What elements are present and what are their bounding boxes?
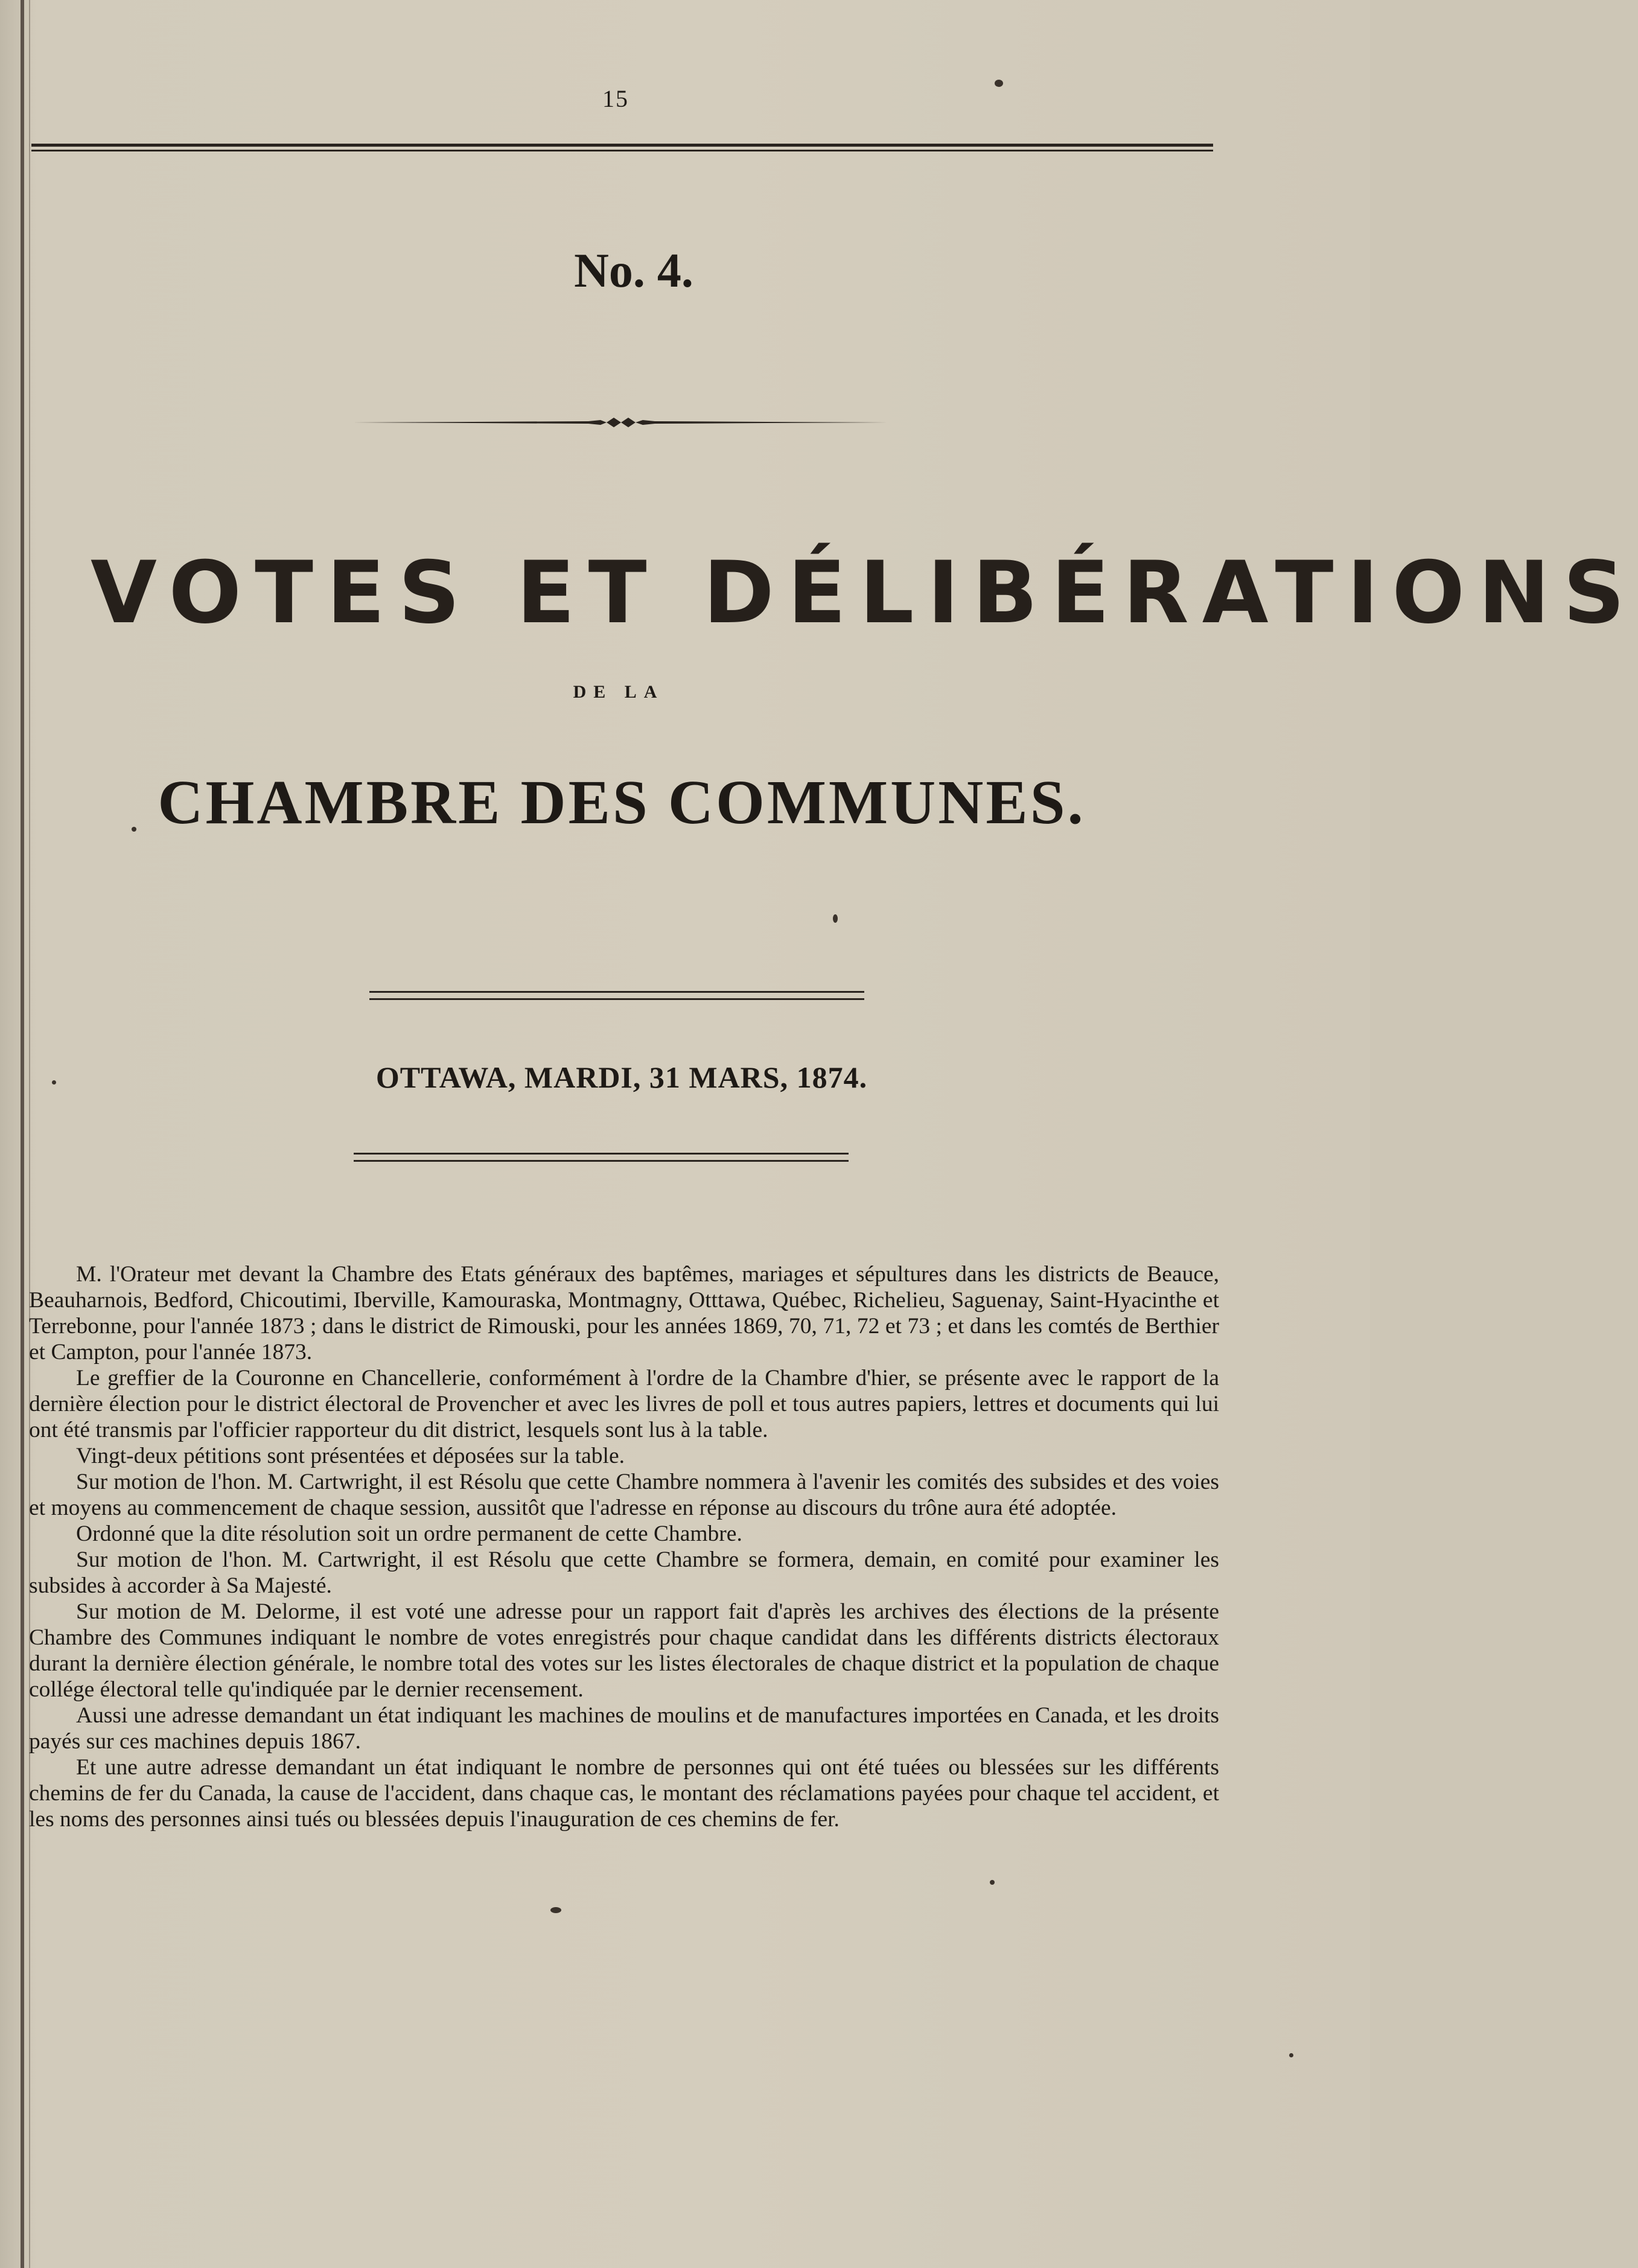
paragraph: Ordonné que la dite résolution soit un ordre permanent de cette Chambre. (76, 1521, 742, 1546)
ink-speck (550, 1907, 561, 1913)
ink-speck (52, 1080, 56, 1085)
paragraph: Et une autre adresse demandant un état indiquant le nombre de personnes qui ont été tuées ou blessées sur les différents chemins de fer du Canada, la cause de l'accident, dans chaque cas, le montant des réclamations payées pour chaque tel accident, et les noms des personnes ainsi tués ou blessées depuis l'inauguration de ces chemins de fer. (29, 1755, 1219, 1832)
rule-below-date (354, 1153, 849, 1165)
paragraph: M. l'Orateur met devant la Chambre des Etats généraux des baptêmes, mariages et sépultures dans les districts de Beauce, Beauharnois, Bedford, Chicoutimi, Iberville, Kamouraska, Montmagny, Otttawa, Québec, Richelieu, Saguenay, Saint-Hyacinthe et Terrebonne, pour l'année 1873 ; dans le district de Rimouski, pour les années 1869, 70, 71, 72 et 73 ; et dans les comtés de Berthier et Campton, pour l'année 1873. (29, 1262, 1219, 1365)
paragraph: Vingt-deux pétitions sont présentées et déposées sur la table. (76, 1444, 625, 1468)
title-connector: DE LA (573, 682, 664, 702)
chamber-title: CHAMBRE DES COMMUNES. (158, 768, 1086, 837)
paragraph: Sur motion de l'hon. M. Cartwright, il est Résolu que cette Chambre se formera, demain, en comité pour examiner les subsides à accorder à Sa Majesté. (29, 1547, 1219, 1598)
paragraph: Sur motion de M. Delorme, il est voté une adresse pour un rapport fait d'après les archives des élections de la présente Chambre des Communes indiquant le nombre de votes enregistrés pour chaque candidat dans les différents districts électoraux durant la dernière élection générale, le nombre total des votes sur les listes électorales de chaque district et la population de chaque collége électoral telle qu'indiquée par le dernier recensement. (29, 1599, 1219, 1702)
ink-speck (995, 80, 1003, 87)
header-rule (31, 141, 1213, 156)
paragraph: Aussi une adresse demandant un état indiquant les machines de moulins et de manufactures importées en Canada, et les droits payés sur ces machines depuis 1867. (29, 1703, 1219, 1754)
paragraph: Sur motion de l'hon. M. Cartwright, il est Résolu que cette Chambre nommera à l'avenir les comités des subsides et des voies et moyens au commencement de chaque session, aussitôt que l'adresse en réponse au discours du trône aura été adoptée. (29, 1470, 1219, 1520)
rule-above-date (369, 991, 864, 1003)
main-title: VOTES ET DÉLIBÉRATIONS (91, 543, 1638, 643)
binding-edge-inner (29, 0, 30, 2268)
page-number: 15 (602, 85, 629, 112)
proceedings-text (29, 1261, 1219, 1832)
ornament-divider (353, 410, 887, 435)
issue-number: No. 4. (574, 244, 693, 298)
ink-speck (132, 827, 136, 832)
binding-edge (21, 0, 24, 2268)
paragraph: Le greffier de la Couronne en Chancellerie, conformément à l'ordre de la Chambre d'hier, se présente avec le rapport de la dernière élection pour le district électoral de Provencher et avec les livres de poll et tous autres papiers, lettres et documents qui lui ont été transmis par l'officier rapporteur du dit district, lesquels sont lus à la table. (29, 1366, 1219, 1442)
ink-speck (833, 914, 838, 923)
ink-speck (1289, 2053, 1293, 2057)
date-line: OTTAWA, MARDI, 31 MARS, 1874. (375, 1060, 868, 1094)
ink-speck (990, 1880, 995, 1885)
